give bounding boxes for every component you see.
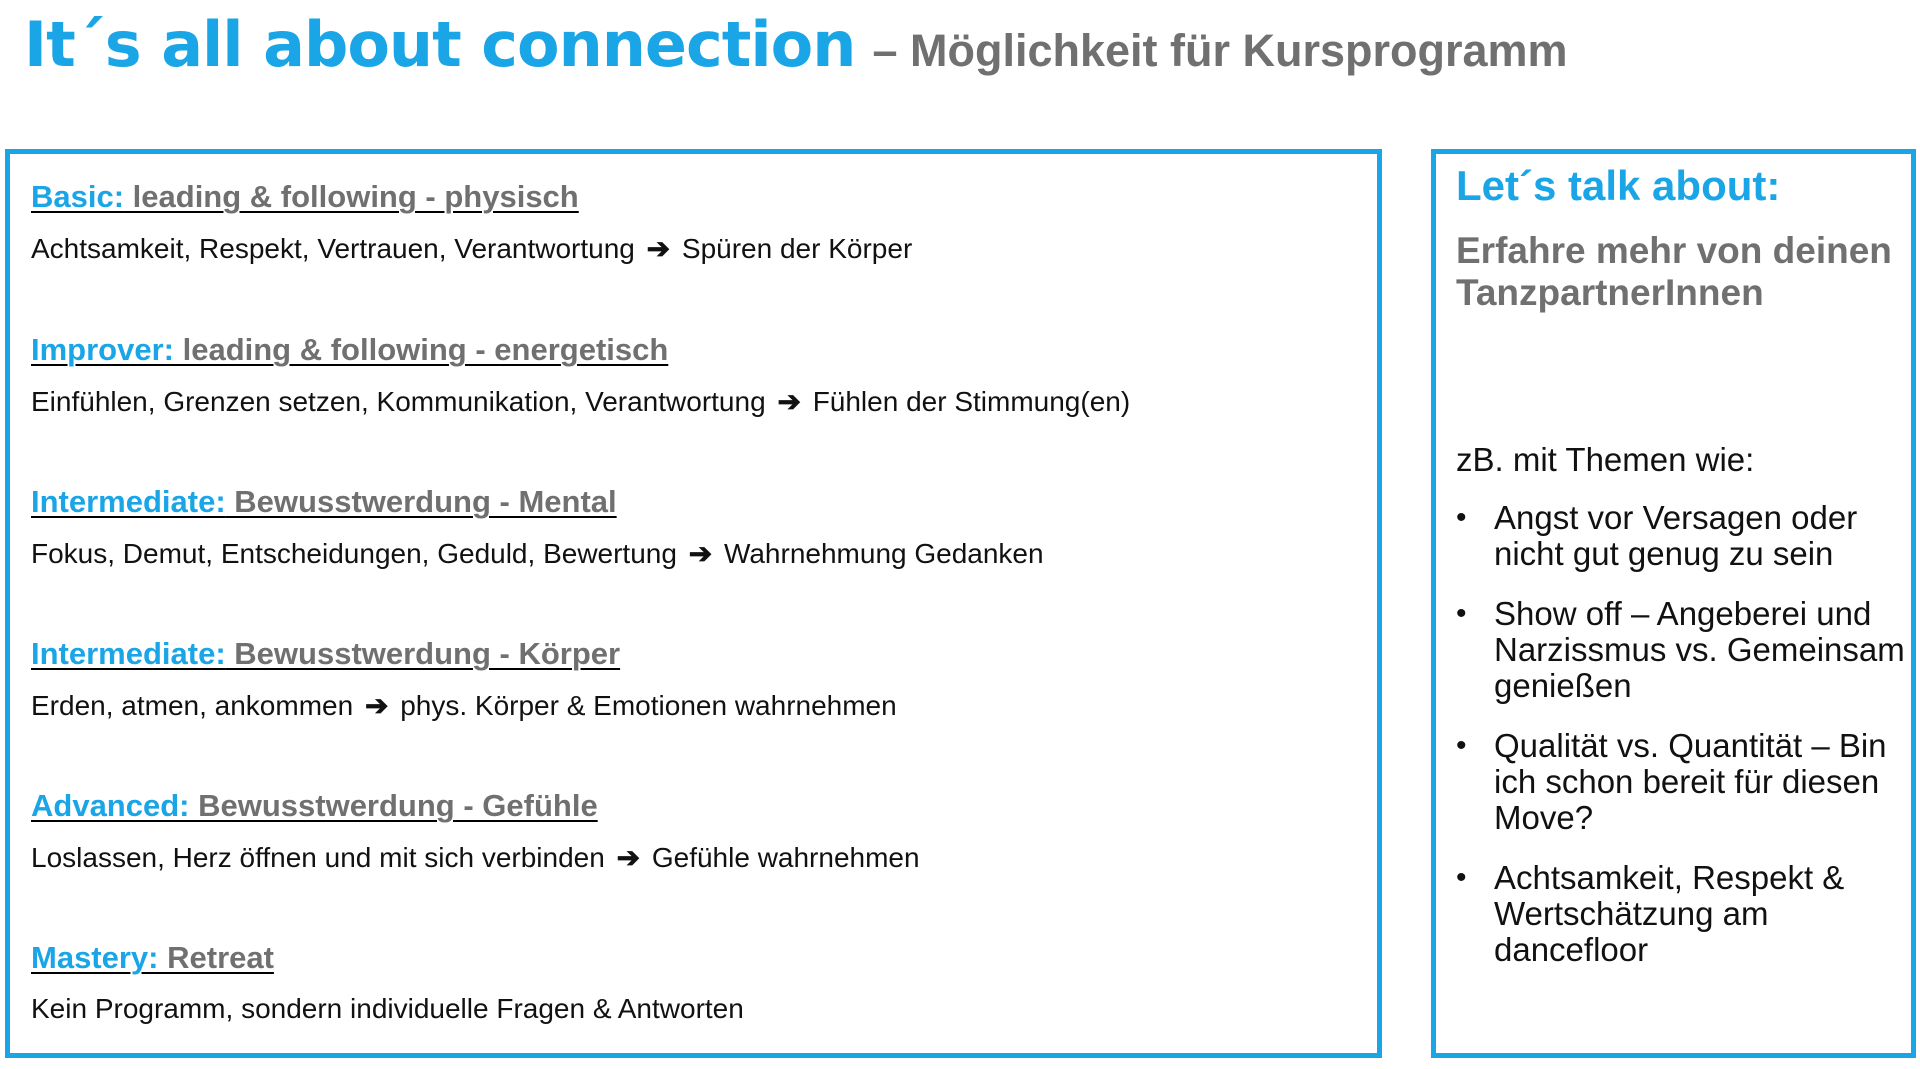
- list-item-text: Qualität vs. Quantität – Bin ich schon bereit für diesen Move?: [1494, 727, 1887, 836]
- level-name: Improver:: [31, 332, 174, 367]
- level-focus: Spüren der Körper: [681, 233, 913, 264]
- level-topic: Bewusstwerdung - Mental: [225, 484, 617, 519]
- level-topic: Bewusstwerdung - Gefühle: [189, 788, 598, 823]
- talk-lead: Erfahre mehr von deinen TanzpartnerInnen: [1456, 230, 1892, 313]
- themes-label: zB. mit Themen wie:: [1456, 441, 1755, 478]
- talk-title: Let´s talk about:: [1456, 162, 1781, 209]
- talk-about-box: [1431, 149, 1916, 1058]
- page-header: [24, 8, 1568, 81]
- level-advanced: [31, 788, 920, 874]
- level-heading: [31, 179, 912, 215]
- themes-list: [1456, 500, 1906, 992]
- level-improver: [31, 332, 1130, 418]
- level-description: [31, 537, 1044, 570]
- course-program-box: [5, 149, 1382, 1058]
- list-item-text: Achtsamkeit, Respekt & Wertschätzung am dancefloor: [1494, 859, 1845, 968]
- level-description: [31, 232, 912, 265]
- level-topic: leading & following - physisch: [124, 179, 579, 214]
- level-focus: phys. Körper & Emotionen wahrnehmen: [400, 690, 897, 721]
- arrow-right-icon: ➔: [364, 690, 389, 721]
- level-heading: [31, 940, 744, 976]
- level-name: Intermediate:: [31, 484, 226, 519]
- level-description: [31, 689, 897, 722]
- arrow-right-icon: ➔: [646, 233, 671, 264]
- level-name: Basic:: [31, 179, 125, 214]
- list-item: [1456, 596, 1906, 704]
- bullet-icon: •: [1456, 861, 1467, 894]
- level-heading: [31, 636, 897, 672]
- level-basic: [31, 179, 912, 265]
- bullet-icon: •: [1456, 501, 1467, 534]
- list-item-text: Show off – Angeberei und Narzissmus vs. Gemeinsam genießen: [1494, 595, 1905, 704]
- arrow-right-icon: ➔: [777, 386, 801, 417]
- page-subtitle: – Möglichkeit für Kursprogramm: [872, 25, 1568, 76]
- level-topic: leading & following - energetisch: [173, 332, 669, 367]
- level-focus: Fühlen der Stimmung(en): [812, 386, 1131, 417]
- level-qualities: Loslassen, Herz öffnen und mit sich verbinden: [31, 842, 605, 873]
- level-topic: Retreat: [158, 940, 274, 975]
- level-mastery: [31, 940, 744, 1025]
- bullet-icon: •: [1456, 729, 1467, 762]
- level-topic: Bewusstwerdung - Körper: [225, 636, 621, 671]
- list-item: [1456, 500, 1906, 572]
- list-item-text: Angst vor Versagen oder nicht gut genug zu sein: [1494, 499, 1858, 572]
- arrow-right-icon: ➔: [688, 538, 713, 569]
- level-qualities: Erden, atmen, ankommen: [31, 690, 354, 721]
- level-qualities: Fokus, Demut, Entscheidungen, Geduld, Bewertung: [31, 538, 677, 569]
- level-description: [31, 385, 1130, 418]
- level-qualities: Achtsamkeit, Respekt, Vertrauen, Verantwortung: [31, 233, 635, 264]
- level-qualities: Einfühlen, Grenzen setzen, Kommunikation, Verantwortung: [31, 386, 766, 417]
- level-focus: Gefühle wahrnehmen: [651, 842, 920, 873]
- bullet-icon: •: [1456, 597, 1467, 630]
- level-heading: [31, 788, 920, 824]
- level-name: Intermediate:: [31, 636, 226, 671]
- level-description: [31, 841, 920, 874]
- level-intermediate-koerper: [31, 636, 897, 722]
- level-description: [31, 993, 744, 1025]
- list-item: [1456, 860, 1906, 968]
- level-name: Mastery:: [31, 940, 159, 975]
- level-name: Advanced:: [31, 788, 190, 823]
- level-heading: [31, 332, 1130, 368]
- level-heading: [31, 484, 1044, 520]
- page-title: It´s all about connection: [24, 8, 856, 81]
- list-item: [1456, 728, 1906, 836]
- level-qualities: Kein Programm, sondern individuelle Fragen & Antworten: [31, 993, 744, 1024]
- arrow-right-icon: ➔: [616, 842, 641, 873]
- level-intermediate-mental: [31, 484, 1044, 570]
- level-focus: Wahrnehmung Gedanken: [723, 538, 1044, 569]
